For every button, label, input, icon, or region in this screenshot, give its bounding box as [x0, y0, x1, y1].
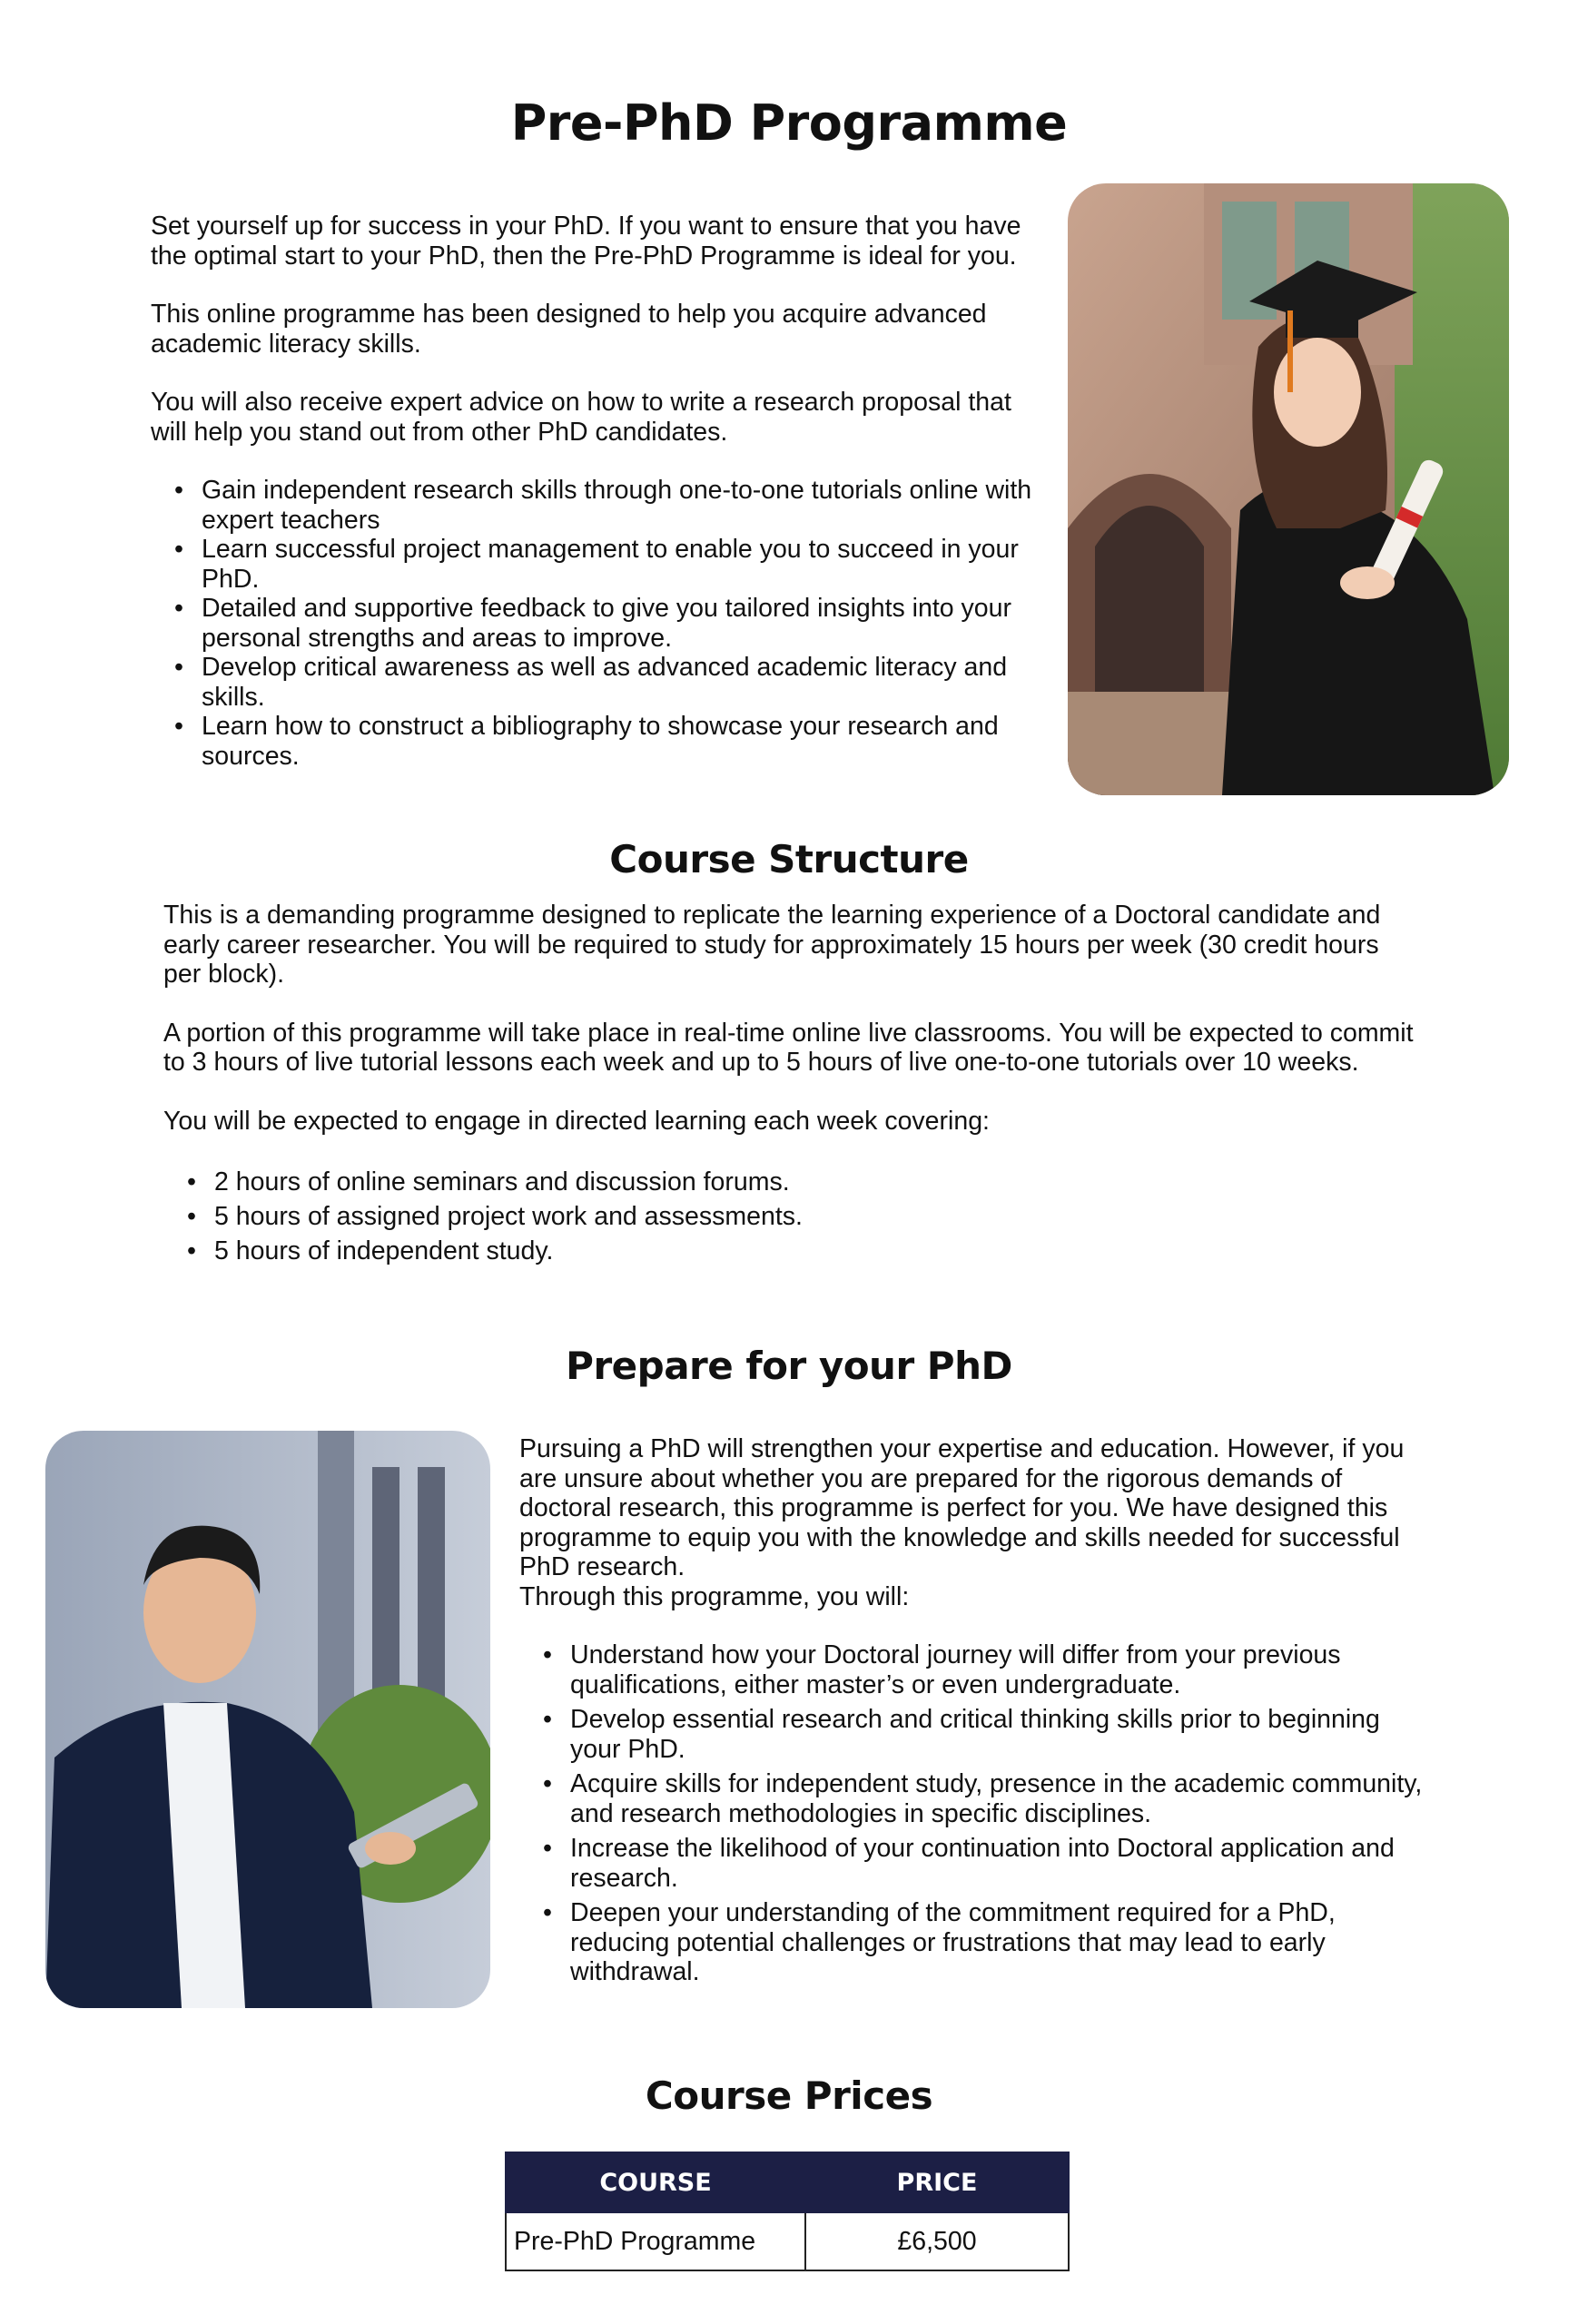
- column-header-price: PRICE: [805, 2152, 1069, 2212]
- list-item: • 5 hours of assigned project work and assessments.: [163, 1199, 1416, 1234]
- prepare-section: [519, 1434, 1427, 1987]
- page-title: Pre-PhD Programme: [510, 94, 1068, 152]
- list-item: • Gain independent research skills through one-to-one tutorials online with expert teachers: [151, 476, 1050, 535]
- list-item: • Increase the likelihood of your continuation into Doctoral application and research.: [519, 1834, 1427, 1893]
- intro-section: [151, 212, 1050, 771]
- student-photo: [45, 1431, 490, 2008]
- list-item: • Learn how to construct a bibliography to showcase your research and sources.: [151, 712, 1050, 771]
- list-item: • Develop critical awareness as well as advanced academic literacy and skills.: [151, 653, 1050, 712]
- list-item: • 2 hours of online seminars and discussion forums.: [163, 1165, 1416, 1199]
- intro-paragraph-3: You will also receive expert advice on how to write a research proposal that will help you stand out from other PhD candidates.: [151, 388, 1011, 447]
- intro-bullet-list: [151, 476, 1050, 771]
- structure-section: [163, 901, 1416, 1268]
- prepare-heading: Prepare for your PhD: [566, 1344, 1012, 1388]
- column-header-course: COURSE: [506, 2152, 805, 2212]
- list-item: • Develop essential research and critical thinking skills prior to beginning your PhD.: [519, 1705, 1427, 1764]
- course-name-cell: Pre-PhD Programme: [506, 2212, 805, 2270]
- structure-paragraph-2: A portion of this programme will take place in real-time online live classrooms. You will be expected to commit to 3 hours of live tutorial lessons each week and up to 5 hours of live one-to-one tutorials over 10 weeks.: [163, 1018, 1414, 1077]
- student-illustration: [45, 1431, 490, 2008]
- list-item: • Learn successful project management to enable you to succeed in your PhD.: [151, 535, 1050, 594]
- prepare-paragraph: Pursuing a PhD will strengthen your expertise and education. However, if you are unsure about whether you are prepared for the rigorous demands of doctoral research, this programme is perfect for you. We have designed this programme to equip you with the knowledge and skills needed for successful PhD research.: [519, 1434, 1405, 1581]
- table-header-row: [506, 2152, 1069, 2212]
- prices-table: [505, 2152, 1070, 2271]
- prepare-lead: Through this programme, you will:: [519, 1581, 910, 1611]
- prepare-bullet-list: [519, 1640, 1427, 1987]
- structure-paragraph-3: You will be expected to engage in directed learning each week covering:: [163, 1106, 990, 1136]
- price-cell: £6,500: [805, 2212, 1069, 2270]
- course-prices-heading: Course Prices: [645, 2073, 933, 2118]
- list-item: • Detailed and supportive feedback to give you tailored insights into your personal strengths and areas to improve.: [151, 594, 1050, 653]
- intro-paragraph-1: Set yourself up for success in your PhD. If you want to ensure that you have the optimal start to your PhD, then the Pre-PhD Programme is ideal for you.: [151, 212, 1021, 271]
- list-item: • Understand how your Doctoral journey will differ from your previous qualifications, either master’s or even undergraduate.: [519, 1640, 1427, 1699]
- structure-bullet-list: [163, 1165, 1416, 1268]
- graduate-photo: [1068, 183, 1509, 795]
- course-structure-heading: Course Structure: [609, 837, 969, 881]
- list-item: • Acquire skills for independent study, presence in the academic community, and research methodologies in specific disciplines.: [519, 1769, 1427, 1828]
- list-item: • Deepen your understanding of the commitment required for a PhD, reducing potential challenges or frustrations that may lead to early withdrawal.: [519, 1898, 1427, 1987]
- structure-paragraph-1: This is a demanding programme designed to replicate the learning experience of a Doctoral candidate and early career researcher. You will be required to study for approximately 15 hours per week (30 credit hours per block).: [163, 901, 1381, 989]
- list-item: • 5 hours of independent study.: [163, 1234, 1416, 1268]
- graduate-illustration: [1068, 183, 1509, 795]
- intro-paragraph-2: This online programme has been designed to help you acquire advanced academic literacy skills.: [151, 300, 987, 359]
- table-row: [506, 2212, 1069, 2270]
